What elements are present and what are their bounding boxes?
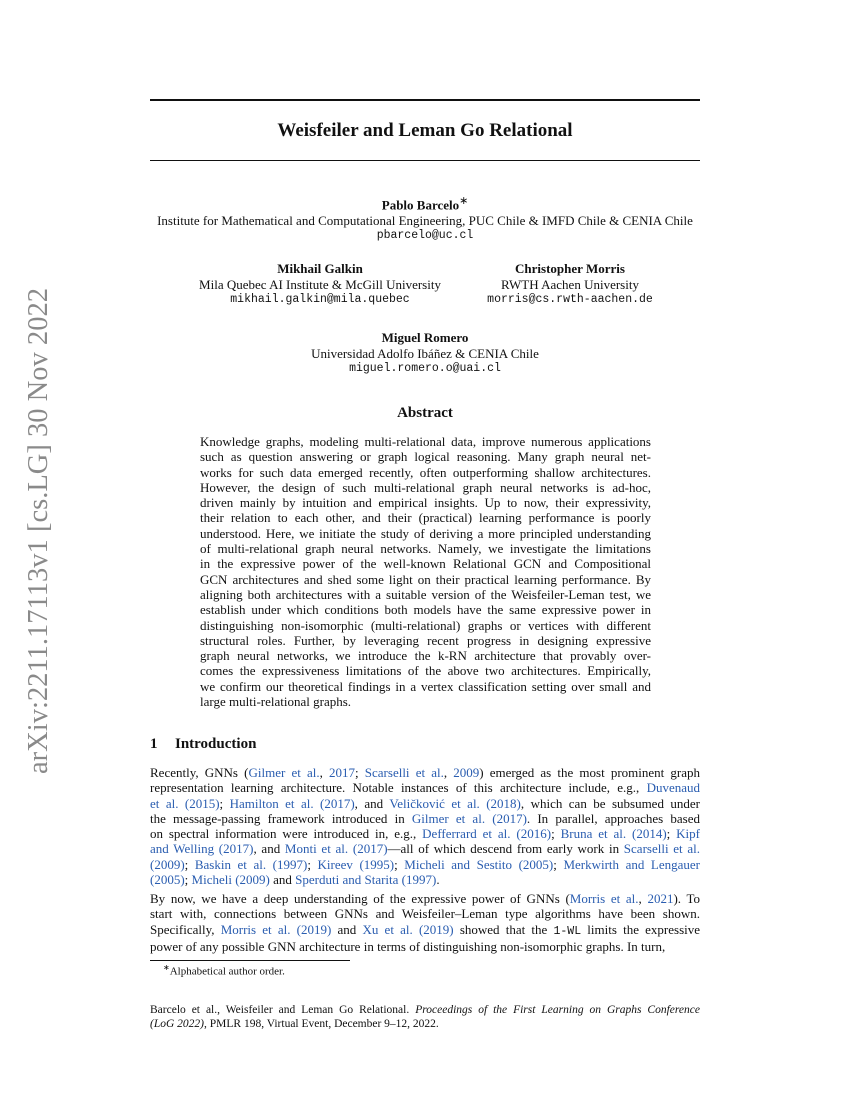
paragraph-line (150, 811, 700, 826)
text-run: ) emerged as the most prominent graph (479, 765, 701, 780)
footnote-rule (150, 960, 350, 961)
citation-link[interactable]: Scarselli et al. (623, 841, 701, 857)
abstract-line: their relation to each other, and their (practical) learning performance is poorly (200, 510, 651, 526)
text-run: . (436, 872, 440, 888)
title-top-rule (150, 99, 700, 101)
text-run: . In parallel, approaches based (526, 810, 700, 826)
paragraph (150, 765, 700, 887)
paragraph-line (150, 906, 700, 921)
abstract-line: aligning both architectures with a suitable version of the Weisfeiler-Leman test, we (200, 586, 651, 602)
citation-link[interactable]: Micheli (2009) (191, 872, 270, 888)
citation-link[interactable]: Bruna et al. (2014) (560, 826, 667, 842)
section-title: Introduction (175, 736, 257, 752)
citation-link[interactable]: Gilmer et al. (2017) (411, 810, 527, 826)
citation-link[interactable]: Morris et al. (2019) (220, 921, 332, 937)
text-run: , (638, 891, 648, 906)
text-run: ; (551, 826, 561, 842)
paragraph-line (150, 872, 700, 887)
author-name: Mikhail Galkin (277, 261, 363, 276)
text-run: showed that the (453, 921, 554, 937)
paper-title: Weisfeiler and Leman Go Relational (277, 120, 573, 141)
section-heading (150, 736, 256, 753)
paragraph-line (150, 857, 700, 872)
author-name: Christopher Morris (515, 261, 625, 276)
text-run: ; (307, 856, 318, 872)
paragraph-line (150, 841, 700, 856)
abstract-line: comes the expressiveness limitations of the above two architectures. Empirically, (200, 663, 651, 679)
text-run: ). To (673, 891, 700, 906)
abstract-line: understood. Here, we initiate the study of deriving a more principled understanding (200, 525, 651, 541)
text-run: By now, we have a deep understanding of the expressive power of GNNs ( (150, 891, 570, 906)
text-run: ; (553, 856, 564, 872)
citation-link[interactable]: Scarselli et al. (364, 765, 444, 780)
section-number: 1 (150, 736, 158, 752)
venue-proceedings: Proceedings of the First Learning on Graphs Conference (415, 1004, 700, 1016)
citation-link[interactable]: Kireev (1995) (317, 856, 395, 872)
text-run: power of any possible GNN architecture in terms of distinguishing non-isomorphic graphs. In turn, (150, 938, 666, 954)
abstract-line: driven mainly by intuition and empirical insights. Up to now, their expressivity, (200, 495, 651, 511)
text-run: ; (219, 795, 230, 811)
abstract-line: of multi-relational graph neural networks. Namely, we investigate the limitations (200, 541, 651, 557)
abstract-line: in the expressive power of the well-known Relational GCN and Compositional (200, 556, 651, 572)
abstract-line: structural roles. Further, by leveraging recent progress in designing expressive (200, 632, 651, 648)
abstract-line: establish under which conditions both models have the same expressive power in (200, 602, 651, 618)
venue-note (150, 1003, 700, 1031)
text-run: start with, connections between GNNs and Weisfeiler–Leman type algorithms have been shown. (150, 906, 700, 922)
author-email[interactable]: morris@cs.rwth-aachen.de (487, 293, 653, 306)
paragraph-line (150, 765, 700, 780)
author-affiliation: Institute for Mathematical and Computational Engineering, PUC Chile & IMFD Chile & CENIA Chile (157, 212, 693, 228)
title-bottom-rule (150, 160, 700, 161)
text-run: Recently, GNNs ( (150, 765, 249, 780)
text-run: ; (666, 826, 677, 842)
text-run: , (319, 765, 330, 780)
author-footnote-mark: ∗ (459, 195, 469, 207)
citation-link[interactable]: Gilmer et al. (248, 765, 320, 780)
text-run: representation learning architecture. Notable instances of this architecture include, e.g., (150, 780, 647, 796)
author-email[interactable]: miguel.romero.o@uai.cl (349, 362, 501, 375)
author-email[interactable]: pbarcelo@uc.cl (376, 229, 474, 243)
abstract-line: we confirm our theoretical findings in a vertex classification setting over small and (200, 678, 651, 694)
arxiv-identifier-text: arXiv:2211.17113v1 [cs.LG] 30 Nov 2022 (23, 297, 54, 774)
citation-link[interactable]: 2017 (329, 765, 356, 780)
paragraph-line (150, 922, 700, 939)
arxiv-identifier (10, 288, 62, 776)
citation-link[interactable]: and Welling (2017) (150, 841, 254, 857)
citation-link[interactable]: Merkwirth and Lengauer (563, 856, 701, 872)
abstract-line: graph neural networks, we introduce the k-RN architecture that provably over- (200, 648, 651, 664)
algorithm-name: 1-WL (553, 924, 582, 938)
author-affiliation: Mila Quebec AI Institute & McGill University (199, 276, 441, 292)
citation-link[interactable]: Veličković et al. (2018) (389, 795, 521, 811)
paragraph-line (150, 826, 700, 841)
citation-link[interactable]: Sperduti and Starita (1997) (295, 872, 437, 888)
paragraph-line (150, 796, 700, 811)
citation-link[interactable]: (2009) (150, 856, 185, 872)
citation-link[interactable]: 2021 (647, 891, 674, 906)
text-run: —all of which descend from early work in (387, 841, 624, 857)
author-block (150, 194, 700, 244)
author-affiliation: Universidad Adolfo Ibáñez & CENIA Chile (311, 345, 539, 361)
venue-details: , PMLR 198, Virtual Event, December 9–12, 2022. (204, 1018, 439, 1030)
text-run: ; (355, 765, 365, 780)
text-run: and (331, 921, 363, 937)
text-run: , and (354, 795, 390, 811)
abstract-line: such as question answering or graph logical reasoning. Many graph neural net- (200, 449, 651, 465)
text-run: , and (253, 841, 285, 857)
text-run: and (269, 872, 296, 888)
abstract-line: Knowledge graphs, modeling multi-relational data, improve numerous applications (200, 434, 651, 449)
text-run: limits the expressive (581, 921, 701, 937)
text-run: ; (184, 856, 195, 872)
text-run: Specifically, (150, 921, 221, 937)
text-run: ; (184, 872, 192, 888)
citation-link[interactable]: Defferrard et al. (2016) (422, 826, 552, 842)
author-block (170, 261, 470, 308)
footnote-text: Alphabetical author order. (169, 965, 285, 978)
venue-short-name: (LoG 2022) (150, 1018, 204, 1030)
paragraph-line (150, 780, 700, 795)
citation-link[interactable]: Micheli and Sestito (2005) (404, 856, 554, 872)
author-block (150, 330, 700, 377)
paragraph (150, 891, 700, 954)
author-block (430, 261, 710, 308)
footnote (163, 963, 285, 978)
citation-link[interactable]: Hamilton et al. (2017) (229, 795, 355, 811)
citation-link[interactable]: Xu et al. (2019) (362, 921, 454, 937)
paragraph-line (150, 939, 700, 954)
author-name: Pablo Barcelo (381, 197, 460, 213)
citation-link[interactable]: Duvenaud (646, 780, 700, 796)
abstract-line: large multi-relational graphs. (200, 694, 352, 710)
text-run: , which can be subsumed under (520, 795, 700, 811)
text-run: ; (394, 856, 405, 872)
paragraph-line (150, 891, 700, 906)
venue-citation: Barcelo et al., Weisfeiler and Leman Go Relational. (150, 1004, 416, 1016)
citation-link[interactable]: Kipf (676, 826, 701, 842)
text-run: the message-passing framework introduced in (150, 810, 412, 826)
citation-link[interactable]: Monti et al. (2017) (284, 841, 388, 857)
text-run: on spectral information were introduced in, e.g., (150, 826, 423, 842)
abstract-heading: Abstract (397, 405, 453, 421)
abstract-line: works for such data emerged recently, often outperforming shallow architectures. (200, 464, 651, 480)
abstract-line: distinguishing non-isomorphic (multi-relational) graphs or vertices with different (200, 617, 651, 633)
text-run: , (443, 765, 454, 780)
citation-link[interactable]: (2005) (150, 872, 185, 888)
abstract-line: However, the design of such multi-relational graph neural networks is ad-hoc, (200, 479, 651, 495)
author-affiliation: RWTH Aachen University (501, 276, 639, 292)
citation-link[interactable]: et al. (2015) (150, 795, 220, 811)
author-email[interactable]: mikhail.galkin@mila.quebec (230, 293, 410, 306)
abstract-body (200, 434, 651, 709)
citation-link[interactable]: Baskin et al. (1997) (194, 856, 308, 872)
abstract-line: GCN architectures and shed some light on their practical learning performance. By (200, 571, 651, 587)
author-name: Miguel Romero (381, 330, 469, 345)
footnote-mark: ∗ (163, 963, 170, 972)
citation-link[interactable]: 2009 (453, 765, 480, 780)
citation-link[interactable]: Morris et al. (569, 891, 639, 906)
